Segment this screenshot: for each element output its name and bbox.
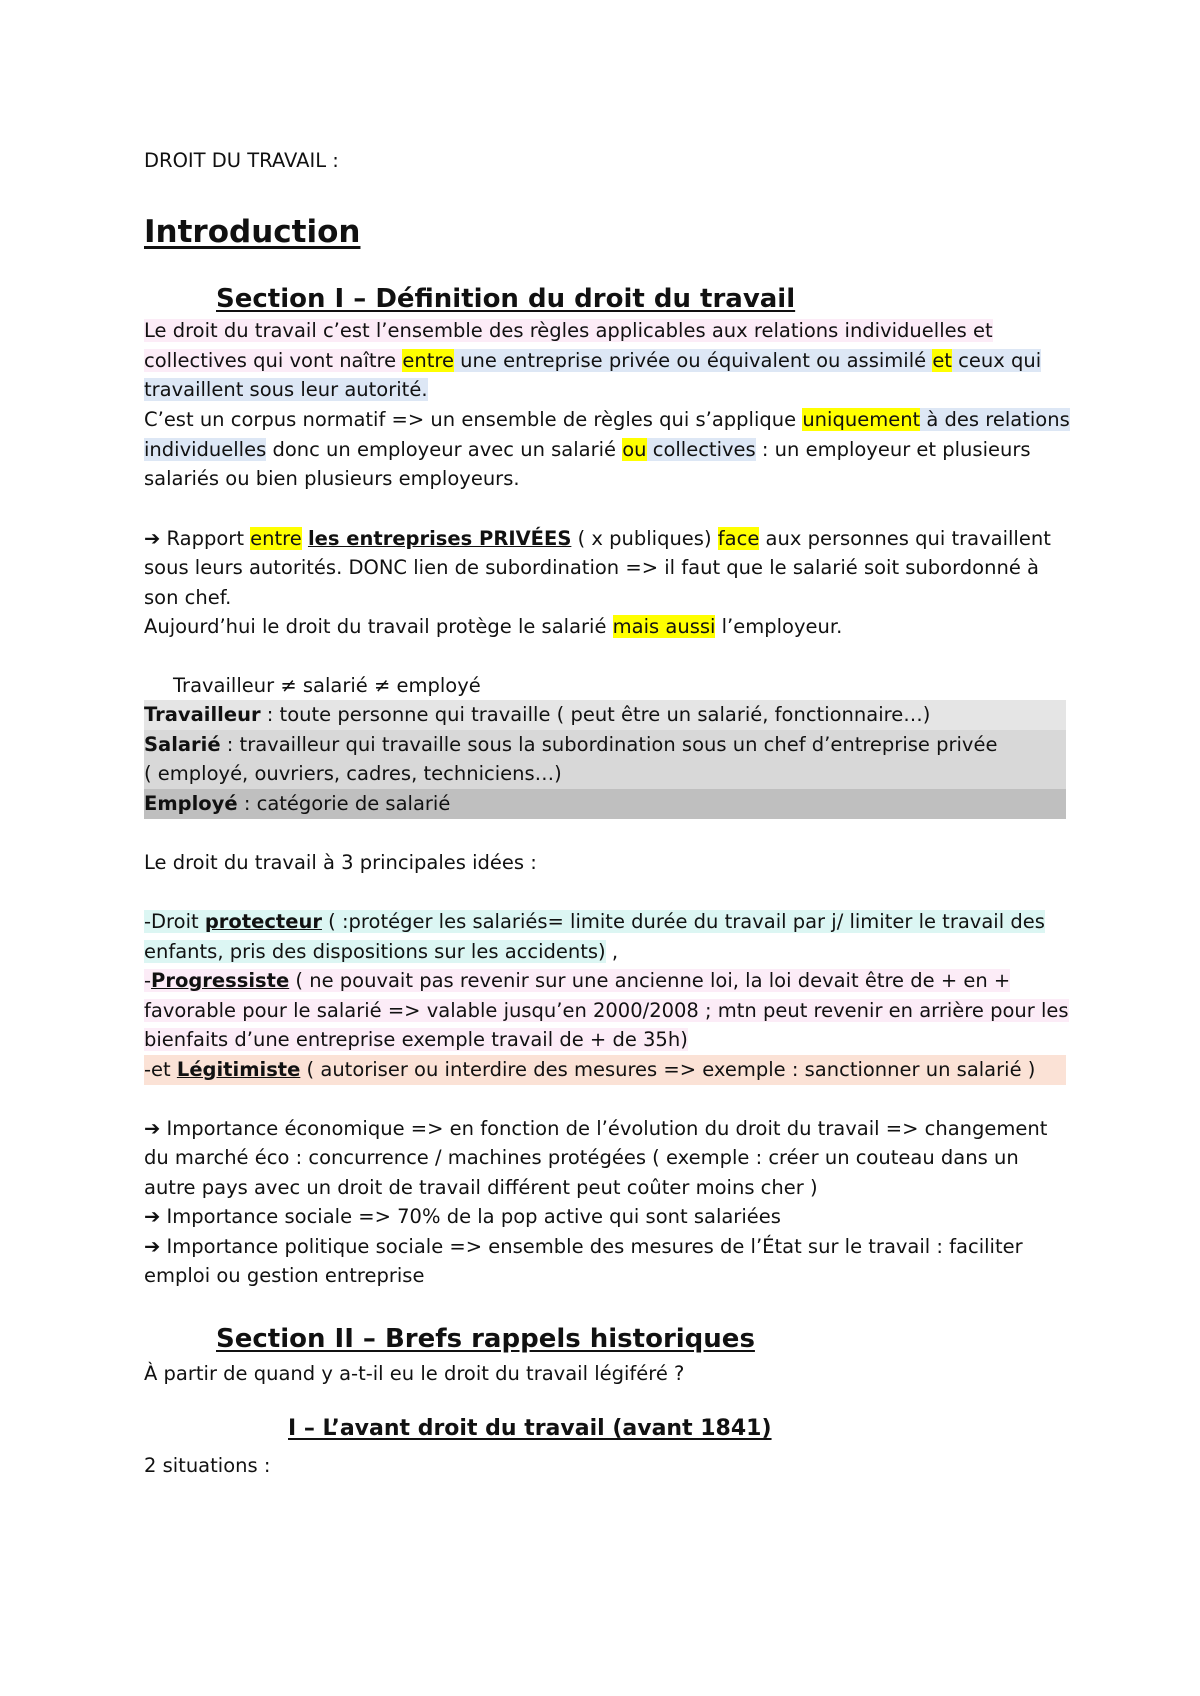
importance-economique-line-3: autre pays avec un droit de travail différent peut coûter moins cher ) — [144, 1176, 818, 1199]
idea-progressiste-line-3: bienfaits d’une entreprise exemple travail de + de 35h) — [144, 1028, 688, 1051]
importance-politique-line-2: emploi ou gestion entreprise — [144, 1264, 425, 1287]
arrow-right-icon: ➔ — [144, 1117, 161, 1140]
p1-line-2: collectives qui vont naître entre une entreprise privée ou équivalent ou assimilé et ceux qui — [144, 349, 1042, 372]
p2-line-2: individuelles donc un employeur avec un salarié ou collectives : un employeur et plusieurs — [144, 438, 1031, 461]
p3-line-2: sous leurs autorités. DONC lien de subordination => il faut que le salarié soit subordonné à — [144, 556, 1039, 579]
p2-line-3: salariés ou bien plusieurs employeurs. — [144, 467, 520, 490]
p1-line-1: Le droit du travail c’est l’ensemble des règles applicables aux relations individuelles et — [144, 319, 993, 342]
section-2-question: À partir de quand y a-t-il eu le droit du travail légiféré ? — [144, 1362, 685, 1385]
importance-economique-line-1: ➔ Importance économique => en fonction de l’évolution du droit du travail => changement — [144, 1117, 1048, 1140]
idea-protecteur-line-1: -Droit protecteur ( :protéger les salariés= limite durée du travail par j/ limiter le travail des — [144, 910, 1045, 933]
idea-protecteur-line-2: enfants, pris des dispositions sur les accidents) , — [144, 940, 619, 963]
section-1-title: Section I – Définition du droit du travail — [216, 284, 796, 314]
idea-progressiste-line-1: -Progressiste ( ne pouvait pas revenir sur une ancienne loi, la loi devait être de + en + — [144, 969, 1011, 992]
importance-sociale: ➔ Importance sociale => 70% de la pop active qui sont salariées — [144, 1205, 781, 1228]
section-2-title: Section II – Brefs rappels historiques — [216, 1324, 755, 1354]
arrow-right-icon: ➔ — [144, 1205, 161, 1228]
idea-progressiste-line-2: favorable pour le salarié => valable jusqu’en 2000/2008 ; mtn peut revenir en arrière pour les — [144, 999, 1069, 1022]
p2-line-1: C’est un corpus normatif => un ensemble de règles qui s’applique uniquement à des relations — [144, 408, 1070, 431]
p3-line-3: son chef. — [144, 586, 232, 609]
p3-line-4: Aujourd’hui le droit du travail protège le salarié mais aussi l’employeur. — [144, 615, 843, 638]
heading-introduction: Introduction — [144, 214, 361, 250]
definitions-line: Travailleur ≠ salarié ≠ employé — [173, 674, 481, 697]
ideas-intro: Le droit du travail à 3 principales idées : — [144, 851, 537, 874]
subsection-1-title: I – L’avant droit du travail (avant 1841) — [288, 1416, 772, 1441]
document-title: DROIT DU TRAVAIL : — [144, 149, 339, 172]
definition-salarie: Salarié : travailleur qui travaille sous la subordination sous un chef d’entreprise privée — [144, 733, 998, 756]
p3-line-1: ➔ Rapport entre les entreprises PRIVÉES ( x publiques) face aux personnes qui travaillent — [144, 527, 1051, 550]
situations-line: 2 situations : — [144, 1454, 271, 1477]
importance-economique-line-2: du marché éco : concurrence / machines protégées ( exemple : créer un couteau dans un — [144, 1146, 1019, 1169]
p1-line-3: travaillent sous leur autorité. — [144, 378, 428, 401]
arrow-right-icon: ➔ — [144, 527, 161, 550]
arrow-right-icon: ➔ — [144, 1235, 161, 1258]
definition-travailleur: Travailleur : toute personne qui travaille ( peut être un salarié, fonctionnaire…) — [144, 703, 931, 726]
idea-legitimiste: -et Légitimiste ( autoriser ou interdire des mesures => exemple : sanctionner un salarié ) — [144, 1055, 1066, 1085]
definition-salarie-line-2: ( employé, ouvriers, cadres, techniciens…) — [144, 762, 562, 785]
importance-politique-line-1: ➔ Importance politique sociale => ensemble des mesures de l’État sur le travail : faciliter — [144, 1235, 1023, 1258]
definition-employe: Employé : catégorie de salarié — [144, 792, 451, 815]
